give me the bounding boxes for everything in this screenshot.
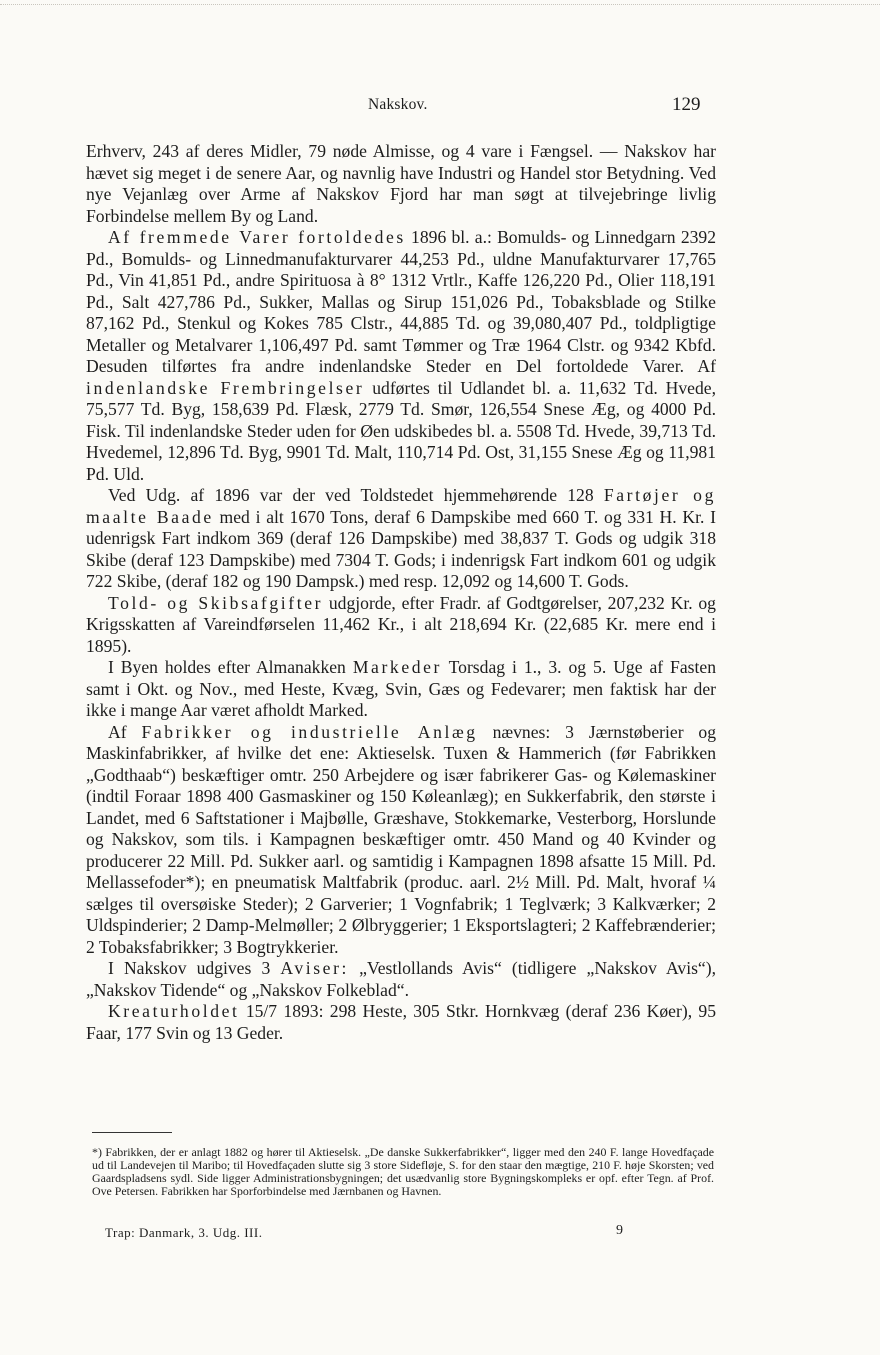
scan-top-rule	[0, 4, 880, 5]
spaced-emphasis: Fabrikker og industrielle Anlæg	[141, 721, 478, 742]
signature-line: Trap: Danmark, 3. Udg. III.	[105, 1225, 263, 1240]
text-run: Erhverv, 243 af deres Midler, 79 nøde Almisse, og 4 vare i Fængsel. — Nakskov har hævet sig meget i de senere Aar, og navnlig have Industri og Handel stor Betydning. Ved nye Vejanlæg over Arme af Nakskov Fjord har man søgt at tilvejebringe livlig Forbindelse mellem By og Land.	[86, 141, 716, 226]
paragraph-intro	[86, 141, 716, 227]
spaced-emphasis: Fartøjer og maalte Baade	[86, 485, 716, 527]
text-run: Ved Udg. af 1896 var der ved Toldstedet hjemmehørende 128	[108, 485, 604, 505]
paragraph-imported-goods	[86, 227, 716, 485]
page-number: 129	[672, 94, 701, 115]
text-run: I Nakskov udgives 3	[108, 958, 281, 978]
text-run: med i alt 1670 Tons, deraf 6 Dampskibe med 660 T. og 331 H. Kr. I udenrigsk Fart indkom 369 (deraf 126 Dampskibe) med 38,837 T. Gods og udgik 318 Skibe (deraf 123 Dampskibe) med 7304 T. Gods; i indenrigsk Fart indkom 601 og udgik 722 Skibe, (deraf 182 og 190 Dampsk.) med resp. 12,092 og 14,600 T. Gods.	[86, 506, 716, 591]
spaced-emphasis: Af fremmede Varer fortoldedes	[108, 227, 406, 247]
spaced-emphasis: Told- og Skibsafgifter	[108, 592, 324, 613]
spaced-emphasis: Markeder	[352, 657, 442, 677]
footnote-rule	[92, 1132, 172, 1133]
text-run: udgjorde, efter Fradr. af Godtgørelser, 207,232 Kr. og Krigsskatten af Vareindførselen 11,462 Kr., i alt 218,694 Kr. (22,685 Kr. mere end i 1895).	[86, 592, 716, 656]
spaced-emphasis: Kreaturholdet	[108, 1001, 240, 1021]
text-run: udførtes til Udlandet bl. a. 11,632 Td. Hvede, 75,577 Td. Byg, 158,639 Pd. Flæsk, 2779 Td. Smør, 126,554 Snese Æg, og 4000 Pd. Fisk. Til indenlandske Steder uden for Øen udskibedes bl. a. 5508 Td. Hvede, 39,713 Td. Hvedemel, 12,896 Td. Byg, 9901 Td. Malt, 110,714 Pd. Ost, 31,155 Snese Æg og 11,981 Pd. Uld.	[86, 377, 716, 484]
paragraph-factories	[86, 722, 716, 959]
spaced-emphasis: indenlandske Frembringelser	[86, 377, 365, 398]
text-run: nævnes: 3 Jærnstøberier og Maskinfabrikker, af hvilke det ene: Aktieselsk. Tuxen & Hammerich (før Fabrikken „Godthaab“) beskæftiger omtr. 250 Arbejdere og især fabrikerer Gas- og Kølemaskiner (indtil Foraar 1898 400 Gasmaskiner og 150 Køleanlæg); en Sukkerfabrik, den største i Landet, med 6 Saftstationer i Majbølle, Græshave, Stokkemarke, Vesterborg, Horslunde og Nakskov, som tils. i Kampagnen beskæftiger omtr. 450 Mand og 40 Kvinder og producerer 22 Mill. Pd. Sukker aarl. og samtidig i Kampagnen 1898 afsatte 15 Mill. Pd. Mellassefoder*); en pneumatisk Maltfabrik (produc. aarl. 2½ Mill. Pd. Malt, hvoraf ¼ sælges til oversøiske Steder); 2 Garverier; 1 Vognfabrik; 1 Teglværk; 3 Kalkværker; 2 Uldspinderier; 2 Damp-Melmøller; 2 Ølbryggerier; 1 Eksportslagteri; 2 Kaffebrænderier; 2 Tobaksfabrikker; 3 Bogtrykkerier.	[86, 721, 716, 957]
sheet-number: 9	[616, 1223, 623, 1238]
text-run: Af	[108, 721, 142, 742]
paragraph-newspapers	[86, 958, 716, 1001]
footnote	[92, 1146, 714, 1198]
text-run: I Byen holdes efter Almanakken	[108, 657, 353, 677]
text-run: „Vestlollands Avis“ (tidligere „Nakskov Avis“), „Nakskov Tidende“ og „Nakskov Folkeblad“.	[86, 958, 716, 1000]
body-text	[86, 141, 716, 1044]
paragraph-vessels	[86, 485, 716, 593]
text-run: 1896 bl. a.: Bomulds- og Linnedgarn 2392 Pd., Bomulds- og Linnedmanufakturvarer 44,253 Pd., uldne Manufakturvarer 17,765 Pd., Vin 41,851 Pd., andre Spirituosa à 8° 1312 Vrtlr., Kaffe 126,220 Pd., Olier 118,191 Pd., Salt 427,786 Pd., Sukker, Mallas og Sirup 151,026 Pd., Tobaksblade og Stilke 87,162 Pd., Stenkul og Kokes 785 Clstr., 44,885 Td. og 39,080,407 Pd., toldpligtige Metaller og Metalvarer 1,106,497 Pd. samt Tømmer og Træ 1964 Clstr. og 9342 Kbfd. Desuden tilførtes fra andre indenlandske Steder en Del fortoldede Varer. Af	[86, 227, 717, 376]
paragraph-customs-duties	[86, 593, 716, 658]
text-run: 15/7 1893: 298 Heste, 305 Stkr. Hornkvæg (deraf 236 Køer), 95 Faar, 177 Svin og 13 Geder.	[86, 1001, 716, 1043]
text-run: Torsdag i 1., 3. og 5. Uge af Fasten samt i Okt. og Nov., med Heste, Kvæg, Svin, Gæs og Fedevarer; men faktisk har der ikke i mange Aar været afholdt Marked.	[86, 657, 716, 720]
spaced-emphasis: Aviser:	[280, 958, 350, 978]
running-title: Nakskov.	[368, 96, 428, 113]
footnote-text: *) Fabrikken, der er anlagt 1882 og hører til Aktieselsk. „De danske Sukkerfabrikker“, ligger med den 240 F. lange Hovedfaçade ud til Landevejen til Maribo; til Hovedfaçaden slutte sig 3 store Sidefløje, S. for den staar den mægtige, 210 F. høje Skorsten; ved Gaardspladsens sydl. Side ligger Administrationsbygningen; det usædvanlig store Bygningskompleks er opf. efter Tegn. af Prof. Ove Petersen. Fabrikken har Sporforbindelse med Jærnbanen og Havnen.	[92, 1145, 714, 1198]
paragraph-markets	[86, 657, 716, 722]
paragraph-livestock	[86, 1001, 716, 1044]
